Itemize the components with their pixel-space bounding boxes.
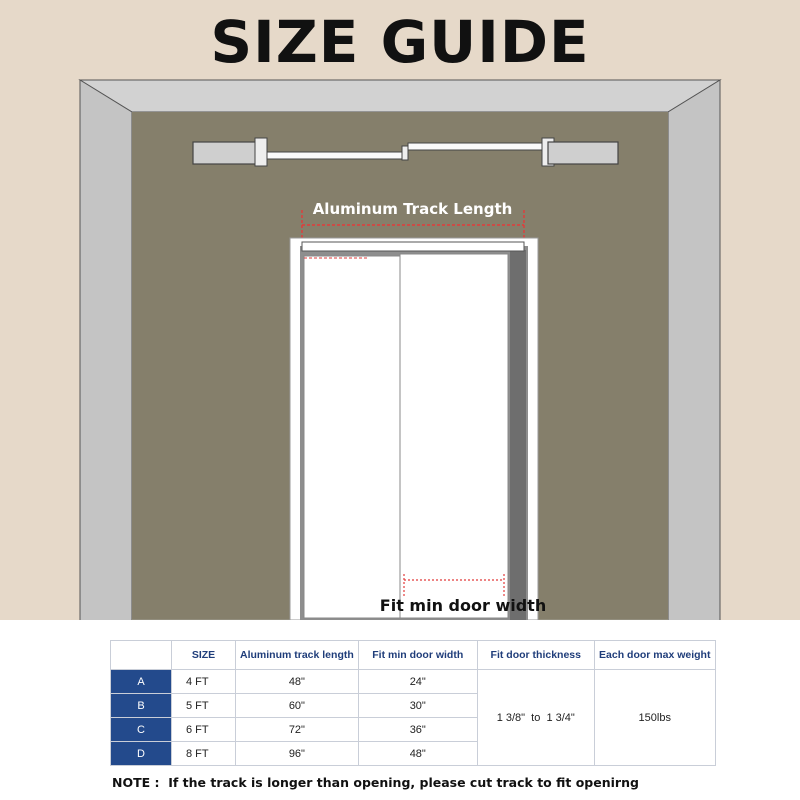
- table-row: [111, 670, 716, 694]
- door-thickness-cell: 1 3/8" to 1 3/4": [477, 670, 594, 766]
- left-side-wall: [80, 80, 132, 660]
- row-letter: A: [111, 670, 172, 694]
- row-letter: D: [111, 742, 172, 766]
- row-track: 96": [236, 742, 359, 766]
- header-door-thickness: Fit door thickness: [477, 641, 594, 670]
- right-side-wall: [668, 80, 720, 660]
- table-header-row: [111, 641, 716, 670]
- door-width-label: Fit min door width: [379, 596, 547, 615]
- row-size: 5 FT: [172, 694, 236, 718]
- row-door-width: 30": [358, 694, 477, 718]
- row-door-width: 24": [358, 670, 477, 694]
- row-track: 72": [236, 718, 359, 742]
- aluminum-track: [302, 242, 524, 251]
- row-size: 6 FT: [172, 718, 236, 742]
- max-weight-cell: 150lbs: [594, 670, 715, 766]
- header-blank: [111, 641, 172, 670]
- header-track-length: Aluminum track length: [236, 641, 359, 670]
- row-door-width: 48": [358, 742, 477, 766]
- note-text: NOTE : If the track is longer than opening, please cut track to fit openirng: [112, 775, 639, 790]
- row-size: 8 FT: [172, 742, 236, 766]
- header-size: SIZE: [172, 641, 236, 670]
- door-panel-right: [400, 254, 508, 618]
- row-track: 60": [236, 694, 359, 718]
- row-door-width: 36": [358, 718, 477, 742]
- size-table: [110, 640, 716, 766]
- row-size: 4 FT: [172, 670, 236, 694]
- header-max-weight: Each door max weight: [594, 641, 715, 670]
- row-letter: B: [111, 694, 172, 718]
- page-title: SIZE GUIDE: [210, 8, 590, 76]
- ceiling: [80, 80, 720, 112]
- row-track: 48": [236, 670, 359, 694]
- header-door-width: Fit min door width: [358, 641, 477, 670]
- row-letter: C: [111, 718, 172, 742]
- size-table-area: [0, 620, 800, 800]
- track-length-label: Aluminum Track Length: [312, 200, 513, 218]
- door-panel-left: [304, 256, 400, 618]
